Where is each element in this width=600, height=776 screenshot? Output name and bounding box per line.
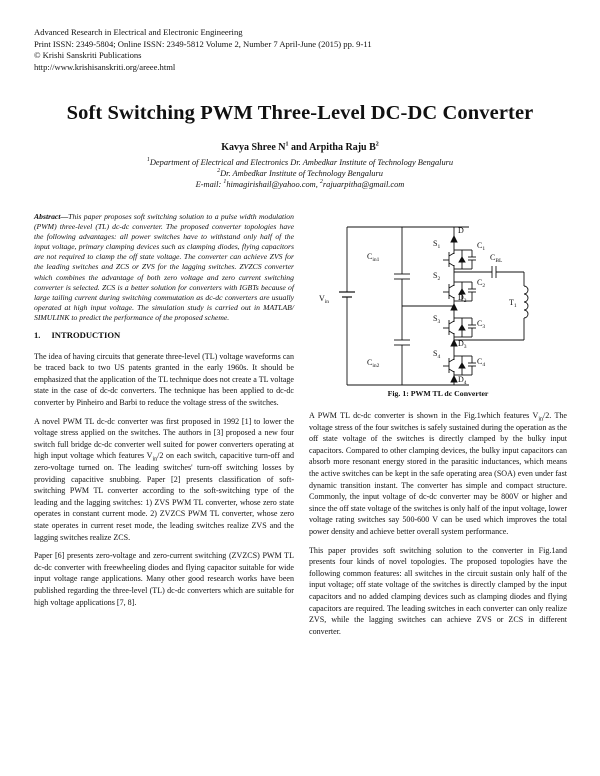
label-cin2-sub: in2 [372,363,380,369]
label-d4-sub: 4 [463,380,467,386]
label-c4: C [477,357,483,366]
section-title: INTRODUCTION [51,330,121,341]
label-s4-sub: 4 [437,354,441,360]
label-c4-sub: 4 [482,362,486,368]
svg-text:D2 [458,293,467,304]
label-d4: D [458,375,464,384]
issn-line: Print ISSN: 2349-5804; Online ISSN: 2349-5812 Volume 2, Number 7 April-June (2015) pp. 9-11 [34,38,372,49]
svg-text:S3 [433,314,440,325]
abstract-text: This paper proposes soft switching solution to a pulse width modulation (PWM) three-level (TL) dc-dc converter. The proposed converter topologies have the following advantages: all power switches have to withstand only half of the input voltage, primary clamping devices such as clamping diodes, flying capacitors are not required to clamp the off state voltage. The converter can achieve ZVS for the leading switches and ZCS or ZVS for the lagging switches. ZVZCS converter which combines the advantage of both zero voltage and zero current switching converter is selected. ZCS is a better solution for converters with IGBTs because of large tailing current during switching commutation as dc-dc converters are usually operated at high input voltage. The simulation study is carried out in MATLAB/ SIMULINK to predict the performance of the proposed scheme. [34,212,294,322]
right-paragraph-1 [309,410,567,538]
switch-s3 [443,320,454,335]
label-c2-sub: 2 [482,283,486,289]
svg-text:S2 [433,271,440,282]
label-s4: S [433,349,438,358]
svg-text:Cin2 [367,358,380,369]
section-heading [34,330,294,342]
paragraph-2-text-a: A novel PWM TL dc-dc converter was first proposed in 1992 [1] to lower the voltage stress applied on the switches. The authors in [3] proposed a new four switch full bridge dc-dc converter well suited for power converters operating at high input voltage which features V [34,416,294,461]
label-t1: T [509,298,514,307]
section-number: 1. [34,330,41,341]
journal-header [34,27,372,73]
email-1[interactable]: himagirishail@yahoo.com, [226,180,320,189]
svg-text:D3 [458,339,467,350]
label-cin2: C [367,358,373,367]
affil-2-sup: 2 [217,168,221,175]
label-cin1-sub: in1 [372,257,380,263]
label-cbl-sub: BL [495,258,503,264]
label-d2-sub: 2 [463,298,467,304]
switch-s1 [443,252,454,267]
email-prefix: E-mail: [195,180,224,189]
abstract [34,212,294,323]
journal-url[interactable]: http://www.krishisanskriti.org/areee.html [34,61,176,72]
email-line [0,179,600,190]
svg-text:CBL [490,253,503,264]
svg-text:C4 [477,357,485,368]
label-s1: S [433,239,438,248]
right-paragraph-2: This paper provides soft switching solution to the converter in Fig.1and presents four kinds of novel topologies. The proposed topologies have the following common features: all switches in the circuit sustain only half of the input voltage; off state voltage of the switches is directly clamped by the input capacitors and no added clamping devices such as clamping diodes and flying capacitors are required. The leading switches in each converter can only realize ZVS, while the lagging switches can achieve ZVS or ZCS in different converter. [309,545,567,636]
svg-text:C3 [477,319,485,330]
author-1: Kavya Shree N [221,142,286,153]
paragraph-2 [34,416,294,544]
author-2-sup: 2 [375,141,379,148]
label-s3: S [433,314,438,323]
paragraph-3: Paper [6] presents zero-voltage and zero-current switching (ZVZCS) PWM TL dc-dc converter with freewheeling diodes and flying capacitor suitable for wide input voltage range applications. Many other good research works have been published regarding the three-level (TL) dc-dc converters which are suitable for high voltage applications [7, 8]. [34,551,294,607]
label-cbl: C [490,253,496,262]
label-c1-sub: 1 [482,246,486,252]
label-vin-sub: in [324,299,330,305]
svg-text:C2 [477,278,485,289]
author-conjunction: and [288,142,310,153]
affiliation-2: Dr. Ambedkar Institute of Technology Bengaluru [220,169,383,178]
label-s1-sub: 1 [437,244,441,250]
label-c3: C [477,319,483,328]
label-vin: V [319,294,325,303]
svg-text:D4 [458,375,467,386]
abstract-label: Abstract— [34,212,69,221]
author-1-sup: 1 [285,141,289,148]
right-paragraph-1-text-a: A PWM TL dc-dc converter is shown in the Fig.1which features V [309,411,539,420]
label-c2: C [477,278,483,287]
email-2-sup: 2 [319,179,323,186]
label-d2: D [458,293,464,302]
switch-s4 [443,358,454,373]
svg-text:C1 [477,241,485,252]
circuit-diagram [309,222,567,388]
svg-text:T1 [509,298,517,309]
label-d: D [458,226,464,235]
email-1-sup: 1 [223,179,227,186]
paper-title: Soft Switching PWM Three-Level DC-DC Converter [66,102,534,124]
label-s2: S [433,271,438,280]
label-t1-sub: 1 [513,303,517,309]
label-c3-sub: 3 [482,324,486,330]
label-d3-sub: 3 [463,344,467,350]
svg-text:S1 [433,239,440,250]
right-paragraph-1-sub: in [538,416,543,423]
journal-name: Advanced Research in Electrical and Electronic Engineering [34,27,243,37]
email-2[interactable]: rajuarpitha@gmail.com [322,180,405,189]
right-paragraph-1-text-b: /2. The voltage stress of the four switches is safely sustained during the operation as the off state voltage of the switches is directly clamped by the bulky input capacitors. Compared to other clamping devices, the bulky input capacitors can absorb more resonant energy stored in the parasitic inductances, which means the active switches can be kept in the safe operating area (SOA) even under fast dynamic transition instant. The converter has simple and compact structure. Commonly, the input voltage of dc-dc converter may be 800V or higher and since the off state voltage of the switches is only half of the input voltage, lower voltage rating switches say 500-600 V can be used which improves the total power density and achieve better overall system performance. [309,411,567,536]
left-column [34,212,294,615]
label-cin1: C [367,252,373,261]
svg-text:S4 [433,349,440,360]
label-d3: D [458,339,464,348]
author-line [0,142,600,153]
switch-s2 [443,284,454,299]
author-2: Arpitha Raju B [309,142,376,153]
paragraph-1: The idea of having circuits that generate three-level (TL) voltage waveforms can be traced back to two US patents granted in the early 1960s. It should be emphasized that the application of the TL technique does not create a TL voltage state in the case of dc-dc converters. The technique has been applied to dc-dc converter by Pinheiro and Barbi to reduce the voltage stress of the switches. [34,351,294,407]
label-c1: C [477,241,483,250]
paragraph-2-text-b: /2 on each switch, capacitive turn-off and zero-voltage turned on. The leading switches' turn-off switching losses by providing capacitive snubbing. Paper [2] presents classification of soft-switching PWM TL converter according to the soft-switching type of the leading and the lagging switches: 1) ZVS PWM TL converter, whose zero state operates in constant current mode. 2) ZVZCS PWM TL converter, whose zero state operates in current reset mode, the leading switches realize ZVS and the lagging switches realize ZCS. [34,451,295,542]
affil-1-sup: 1 [146,157,150,164]
figure-caption: Fig. 1: PWM TL dc Converter [387,389,489,398]
svg-text:Cin1 [367,252,380,263]
affiliations [0,157,600,190]
label-s2-sub: 2 [437,276,441,282]
affiliation-1: Department of Electrical and Electronics Dr. Ambedkar Institute of Technology Bengaluru [149,158,454,167]
svg-text:Vin [319,294,329,305]
paragraph-2-sub: in [152,456,158,463]
right-column [309,410,567,644]
copyright-line: © Krishi Sanskriti Publications [34,50,142,61]
label-s3-sub: 3 [437,319,441,325]
